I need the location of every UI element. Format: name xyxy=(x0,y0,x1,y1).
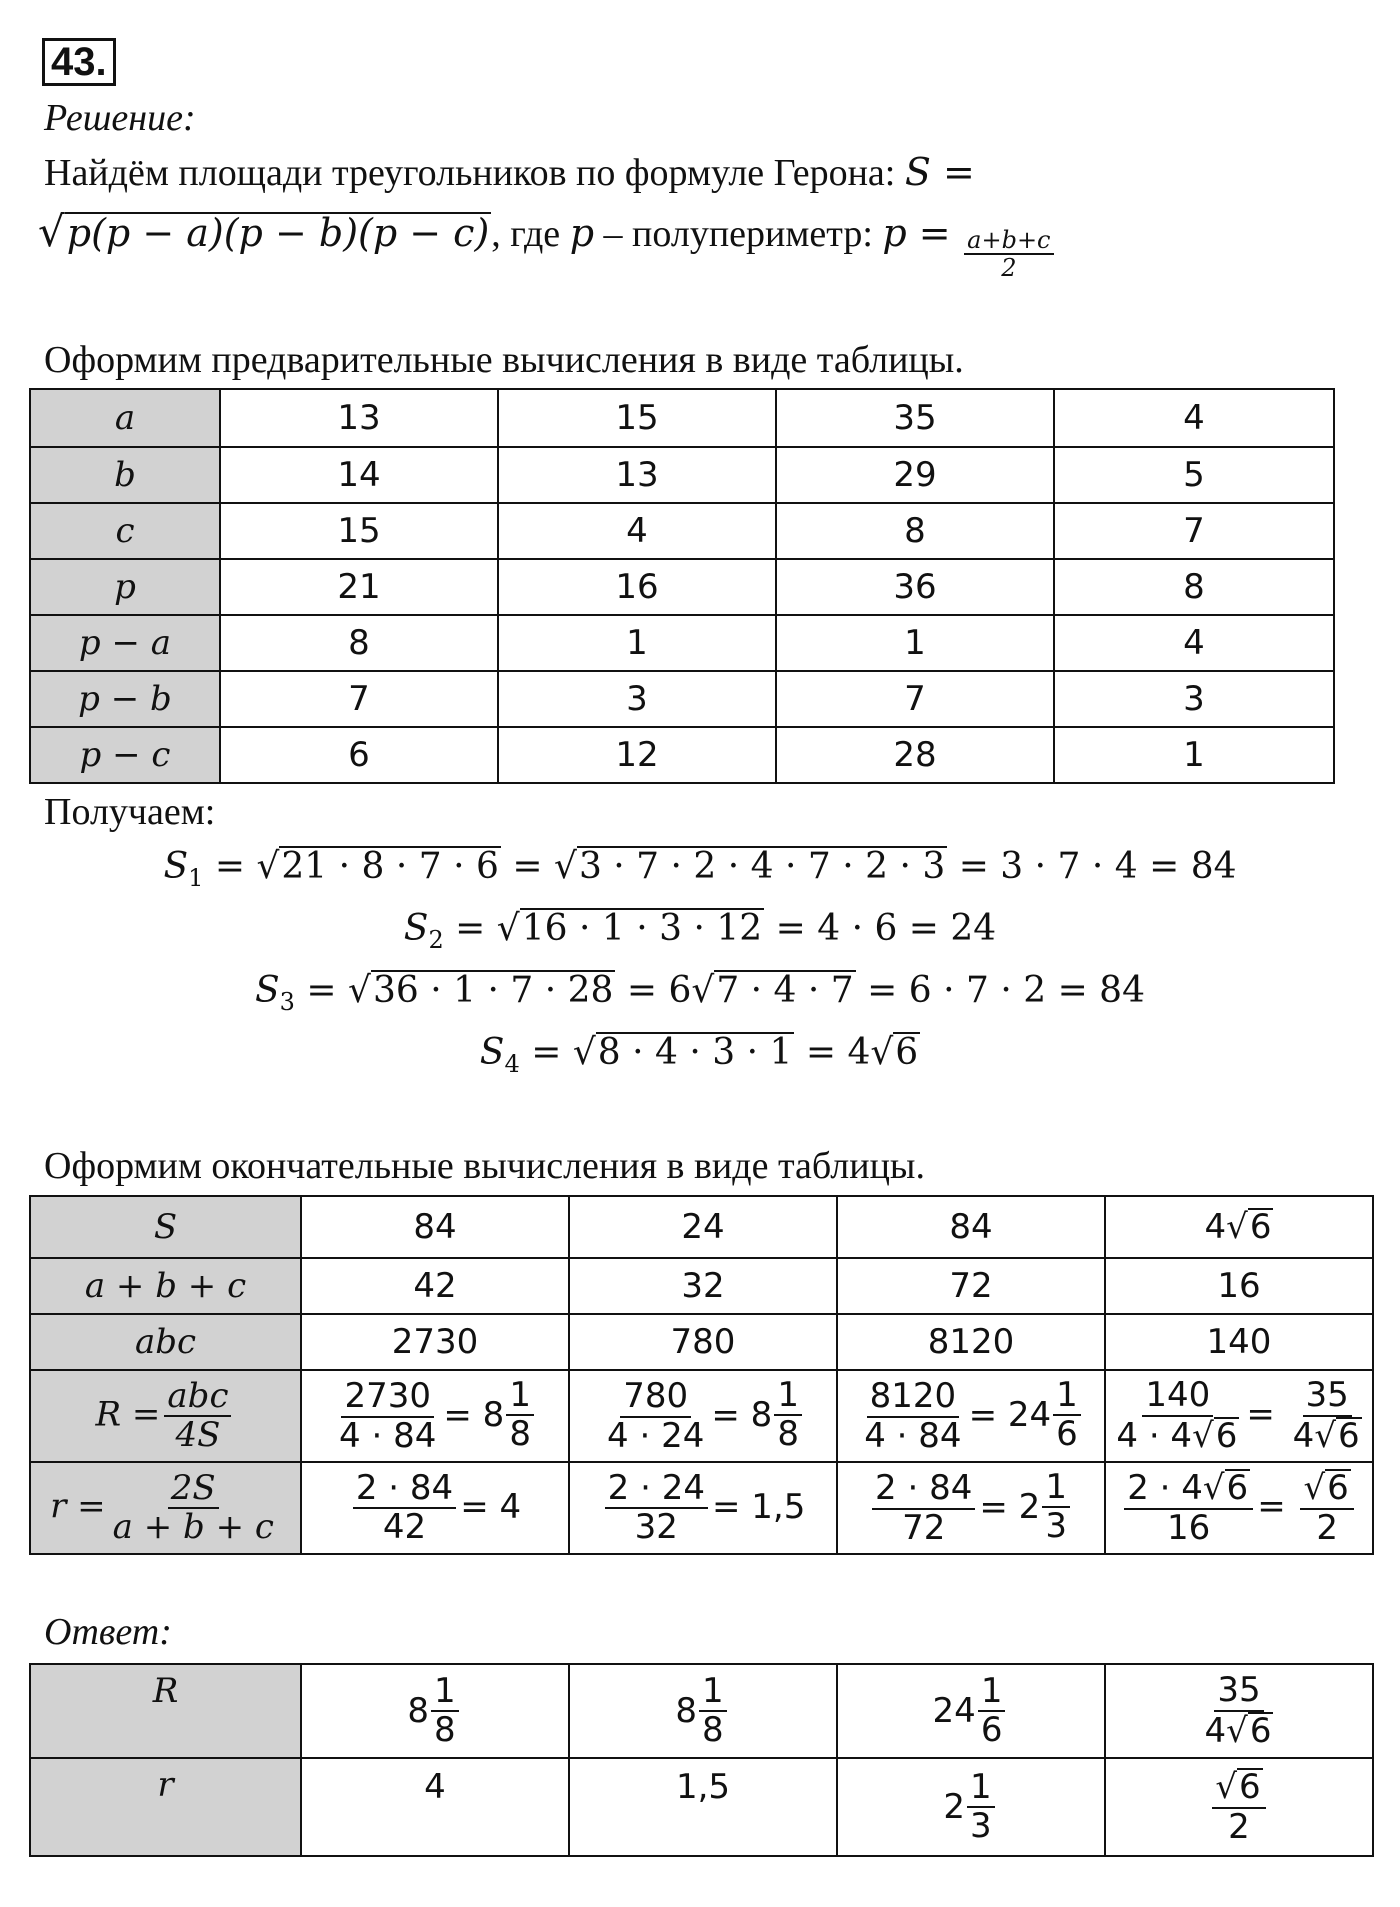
table-cell: 7 xyxy=(1054,503,1334,559)
semiperimeter-numerator: a+b+c xyxy=(964,227,1053,255)
equation-s2: $S_2 = √16 \cdot 1 \cdot 3 \cdot 12 = 4 \cdot 6 = 24$ xyxy=(403,908,997,955)
s2-result: = 4 · 6 = 24 xyxy=(775,908,997,949)
row-header: c xyxy=(30,503,220,559)
row-header: p − a xyxy=(30,615,220,671)
row-product xyxy=(30,1314,1373,1370)
answer-row-r-small xyxy=(30,1758,1373,1856)
final-table xyxy=(29,1195,1374,1555)
table-cell: 8 xyxy=(220,615,498,671)
intro-where: , где xyxy=(491,213,561,255)
s4-coefficient: 4 xyxy=(847,1032,871,1073)
table-cell: 29 xyxy=(776,447,1054,503)
equation-s3: $S_3 = √36 \cdot 1 \cdot 7 \cdot 28 = 6√7 \cdot 4 \cdot 7 = 6 \cdot 7 \cdot 2 = 84$ xyxy=(255,970,1145,1017)
circumradius-cell: $\frac{780}{4 \cdot 24}$ = 8 $\frac{1}{8}$ xyxy=(569,1370,837,1462)
inradius-cell: $\frac{2 \cdot 84}{42}$ = 4 xyxy=(301,1462,569,1554)
answer-inradius-cell: 4 xyxy=(301,1758,569,1856)
intro-text: Найдём площади треугольников по формуле Герона: xyxy=(44,152,896,194)
row-sum xyxy=(30,1258,1373,1314)
row-sum-header: a + b + c xyxy=(30,1258,301,1314)
table-cell: 15 xyxy=(220,503,498,559)
table-cell: 14 xyxy=(220,447,498,503)
row-header: b xyxy=(30,447,220,503)
s3-radicand-simplified: 7 · 4 · 7 xyxy=(716,970,854,1011)
row-circumradius-header: R = $\frac{\text{abc}}{4S}$ xyxy=(30,1370,301,1462)
answer-circumradius-cell: 8 $\frac{1}{8}$ xyxy=(301,1664,569,1758)
table-row xyxy=(30,615,1334,671)
table2-caption: Оформим окончательные вычисления в виде таблицы. xyxy=(44,1145,925,1187)
sum-value: 16 xyxy=(1105,1258,1373,1314)
table-row xyxy=(30,559,1334,615)
inradius-cell: $\frac{2 \cdot 84}{72}$ = 2 $\frac{1}{3}$ xyxy=(837,1462,1105,1554)
row-s xyxy=(30,1196,1373,1258)
product-value: 8120 xyxy=(837,1314,1105,1370)
table-cell: 28 xyxy=(776,727,1054,783)
sum-value: 72 xyxy=(837,1258,1105,1314)
row-header: p − b xyxy=(30,671,220,727)
circumradius-cell: $\frac{2730}{4 \cdot 84}$ = 8 $\frac{1}{8}$ xyxy=(301,1370,569,1462)
s4-radicand: 8 · 4 · 3 · 1 xyxy=(597,1032,793,1073)
answer-inradius-cell-4: $\frac{√6}{2}$ xyxy=(1105,1758,1373,1856)
s-value: 84 xyxy=(837,1196,1105,1258)
p-equals: p = xyxy=(882,211,951,255)
problem-number: 43. xyxy=(42,38,116,86)
answer-label: Ответ: xyxy=(44,1611,172,1653)
row-s-header: S xyxy=(30,1196,301,1258)
row-product-header: abc xyxy=(30,1314,301,1370)
table-cell: 21 xyxy=(220,559,498,615)
s3-result: = 6 · 7 · 2 = 84 xyxy=(867,970,1145,1011)
table-cell: 16 xyxy=(498,559,776,615)
s3-radicand: 36 · 1 · 7 · 28 xyxy=(372,970,614,1011)
table-cell: 4 xyxy=(1054,615,1334,671)
table-cell: 3 xyxy=(498,671,776,727)
table-cell: 13 xyxy=(220,389,498,447)
answer-row-r-big xyxy=(30,1664,1373,1758)
equation-s4: $S_4 = √8 \cdot 4 \cdot 3 \cdot 1 = 4√6$ xyxy=(479,1032,919,1079)
table-cell: 5 xyxy=(1054,447,1334,503)
answer-row-r-small-header: r xyxy=(30,1758,301,1856)
row-header: p − c xyxy=(30,727,220,783)
sum-value: 42 xyxy=(301,1258,569,1314)
table-cell: 4 xyxy=(1054,389,1334,447)
equation-s1: $S_1 = √21 \cdot 8 \cdot 7 \cdot 6 = √3 \cdot 7 \cdot 2 \cdot 4 \cdot 7 \cdot 2 \cdot 3 = 3 \cdot 7 \cdot 4 = 84$ xyxy=(163,846,1237,893)
row-header: p xyxy=(30,559,220,615)
s-value-4: 4√6 xyxy=(1105,1196,1373,1258)
table-row xyxy=(30,671,1334,727)
preliminary-table-body xyxy=(30,389,1334,783)
s-value: 24 xyxy=(569,1196,837,1258)
solution-label: Решение: xyxy=(44,97,196,139)
table-cell: 4 xyxy=(498,503,776,559)
answer-row-r-big-header: R xyxy=(30,1664,301,1758)
semiperimeter-fraction xyxy=(964,227,1053,282)
sum-value: 32 xyxy=(569,1258,837,1314)
table-cell: 8 xyxy=(1054,559,1334,615)
table-row xyxy=(30,389,1334,447)
inradius-cell: $\frac{2 \cdot 24}{32}$ = 1,5 xyxy=(569,1462,837,1554)
product-value: 780 xyxy=(569,1314,837,1370)
row-header: a xyxy=(30,389,220,447)
row-circumradius xyxy=(30,1370,1373,1462)
s1-result: = 3 · 7 · 4 = 84 xyxy=(958,846,1237,887)
s4-radicand-cell: 6 xyxy=(1249,1207,1272,1247)
s1-radicand: 21 · 8 · 7 · 6 xyxy=(281,846,499,887)
answer-inradius-cell: 1,5 xyxy=(569,1758,837,1856)
table-row xyxy=(30,447,1334,503)
get-label: Получаем: xyxy=(44,791,216,833)
intro-semiperimeter: – полупериметр: xyxy=(603,213,873,255)
answer-inradius-cell: 2 $\frac{1}{3}$ xyxy=(837,1758,1105,1856)
semiperimeter-denominator: 2 xyxy=(1001,254,1017,283)
inradius-cell-4: $\frac{2 \cdot 4√6}{16}$ = $\frac{√6}{2}$ xyxy=(1105,1462,1373,1554)
row-inradius xyxy=(30,1462,1373,1554)
formula-s: S = xyxy=(904,150,975,194)
table-cell: 36 xyxy=(776,559,1054,615)
heron-radicand: p(p − a)(p − b)(p − c) xyxy=(66,211,490,255)
table-cell: 7 xyxy=(776,671,1054,727)
answer-circumradius-cell-4: $\frac{35}{4√6}$ xyxy=(1105,1664,1373,1758)
circumradius-cell-4: $\frac{140}{4 \cdot 4√6}$ = $\frac{35}{4√6}$ xyxy=(1105,1370,1373,1462)
table-cell: 1 xyxy=(776,615,1054,671)
table-cell: 15 xyxy=(498,389,776,447)
table-row xyxy=(30,503,1334,559)
row-inradius-header: r = $\frac{2S}{a + b + c}$ xyxy=(30,1462,301,1554)
answer-table xyxy=(29,1663,1374,1857)
table-row xyxy=(30,727,1334,783)
table-cell: 1 xyxy=(1054,727,1334,783)
table-cell: 7 xyxy=(220,671,498,727)
table-cell: 12 xyxy=(498,727,776,783)
sqrt-sign: √ xyxy=(38,207,65,256)
table-cell: 8 xyxy=(776,503,1054,559)
table-cell: 3 xyxy=(1054,671,1334,727)
s-value: 84 xyxy=(301,1196,569,1258)
intro-line-2 xyxy=(38,207,1058,283)
product-value: 2730 xyxy=(301,1314,569,1370)
s4-coefficient-cell: 4 xyxy=(1204,1207,1227,1247)
table-cell: 35 xyxy=(776,389,1054,447)
answer-circumradius-cell: 8 $\frac{1}{8}$ xyxy=(569,1664,837,1758)
s4-radicand-simplified: 6 xyxy=(895,1032,919,1073)
table1-caption: Оформим предварительные вычисления в виде таблицы. xyxy=(44,339,964,381)
s2-radicand: 16 · 1 · 3 · 12 xyxy=(521,908,763,949)
p-symbol: p xyxy=(569,211,595,255)
preliminary-table xyxy=(29,388,1335,784)
s3-coefficient: 6 xyxy=(668,970,692,1011)
circumradius-cell: $\frac{8120}{4 \cdot 84}$ = 24 $\frac{1}{6}$ xyxy=(837,1370,1105,1462)
table-cell: 1 xyxy=(498,615,776,671)
s1-radicand-factored: 3 · 7 · 2 · 4 · 7 · 2 · 3 xyxy=(578,846,946,887)
table-cell: 6 xyxy=(220,727,498,783)
intro-line-1 xyxy=(44,150,975,195)
product-value: 140 xyxy=(1105,1314,1373,1370)
table-cell: 13 xyxy=(498,447,776,503)
answer-circumradius-cell: 24 $\frac{1}{6}$ xyxy=(837,1664,1105,1758)
